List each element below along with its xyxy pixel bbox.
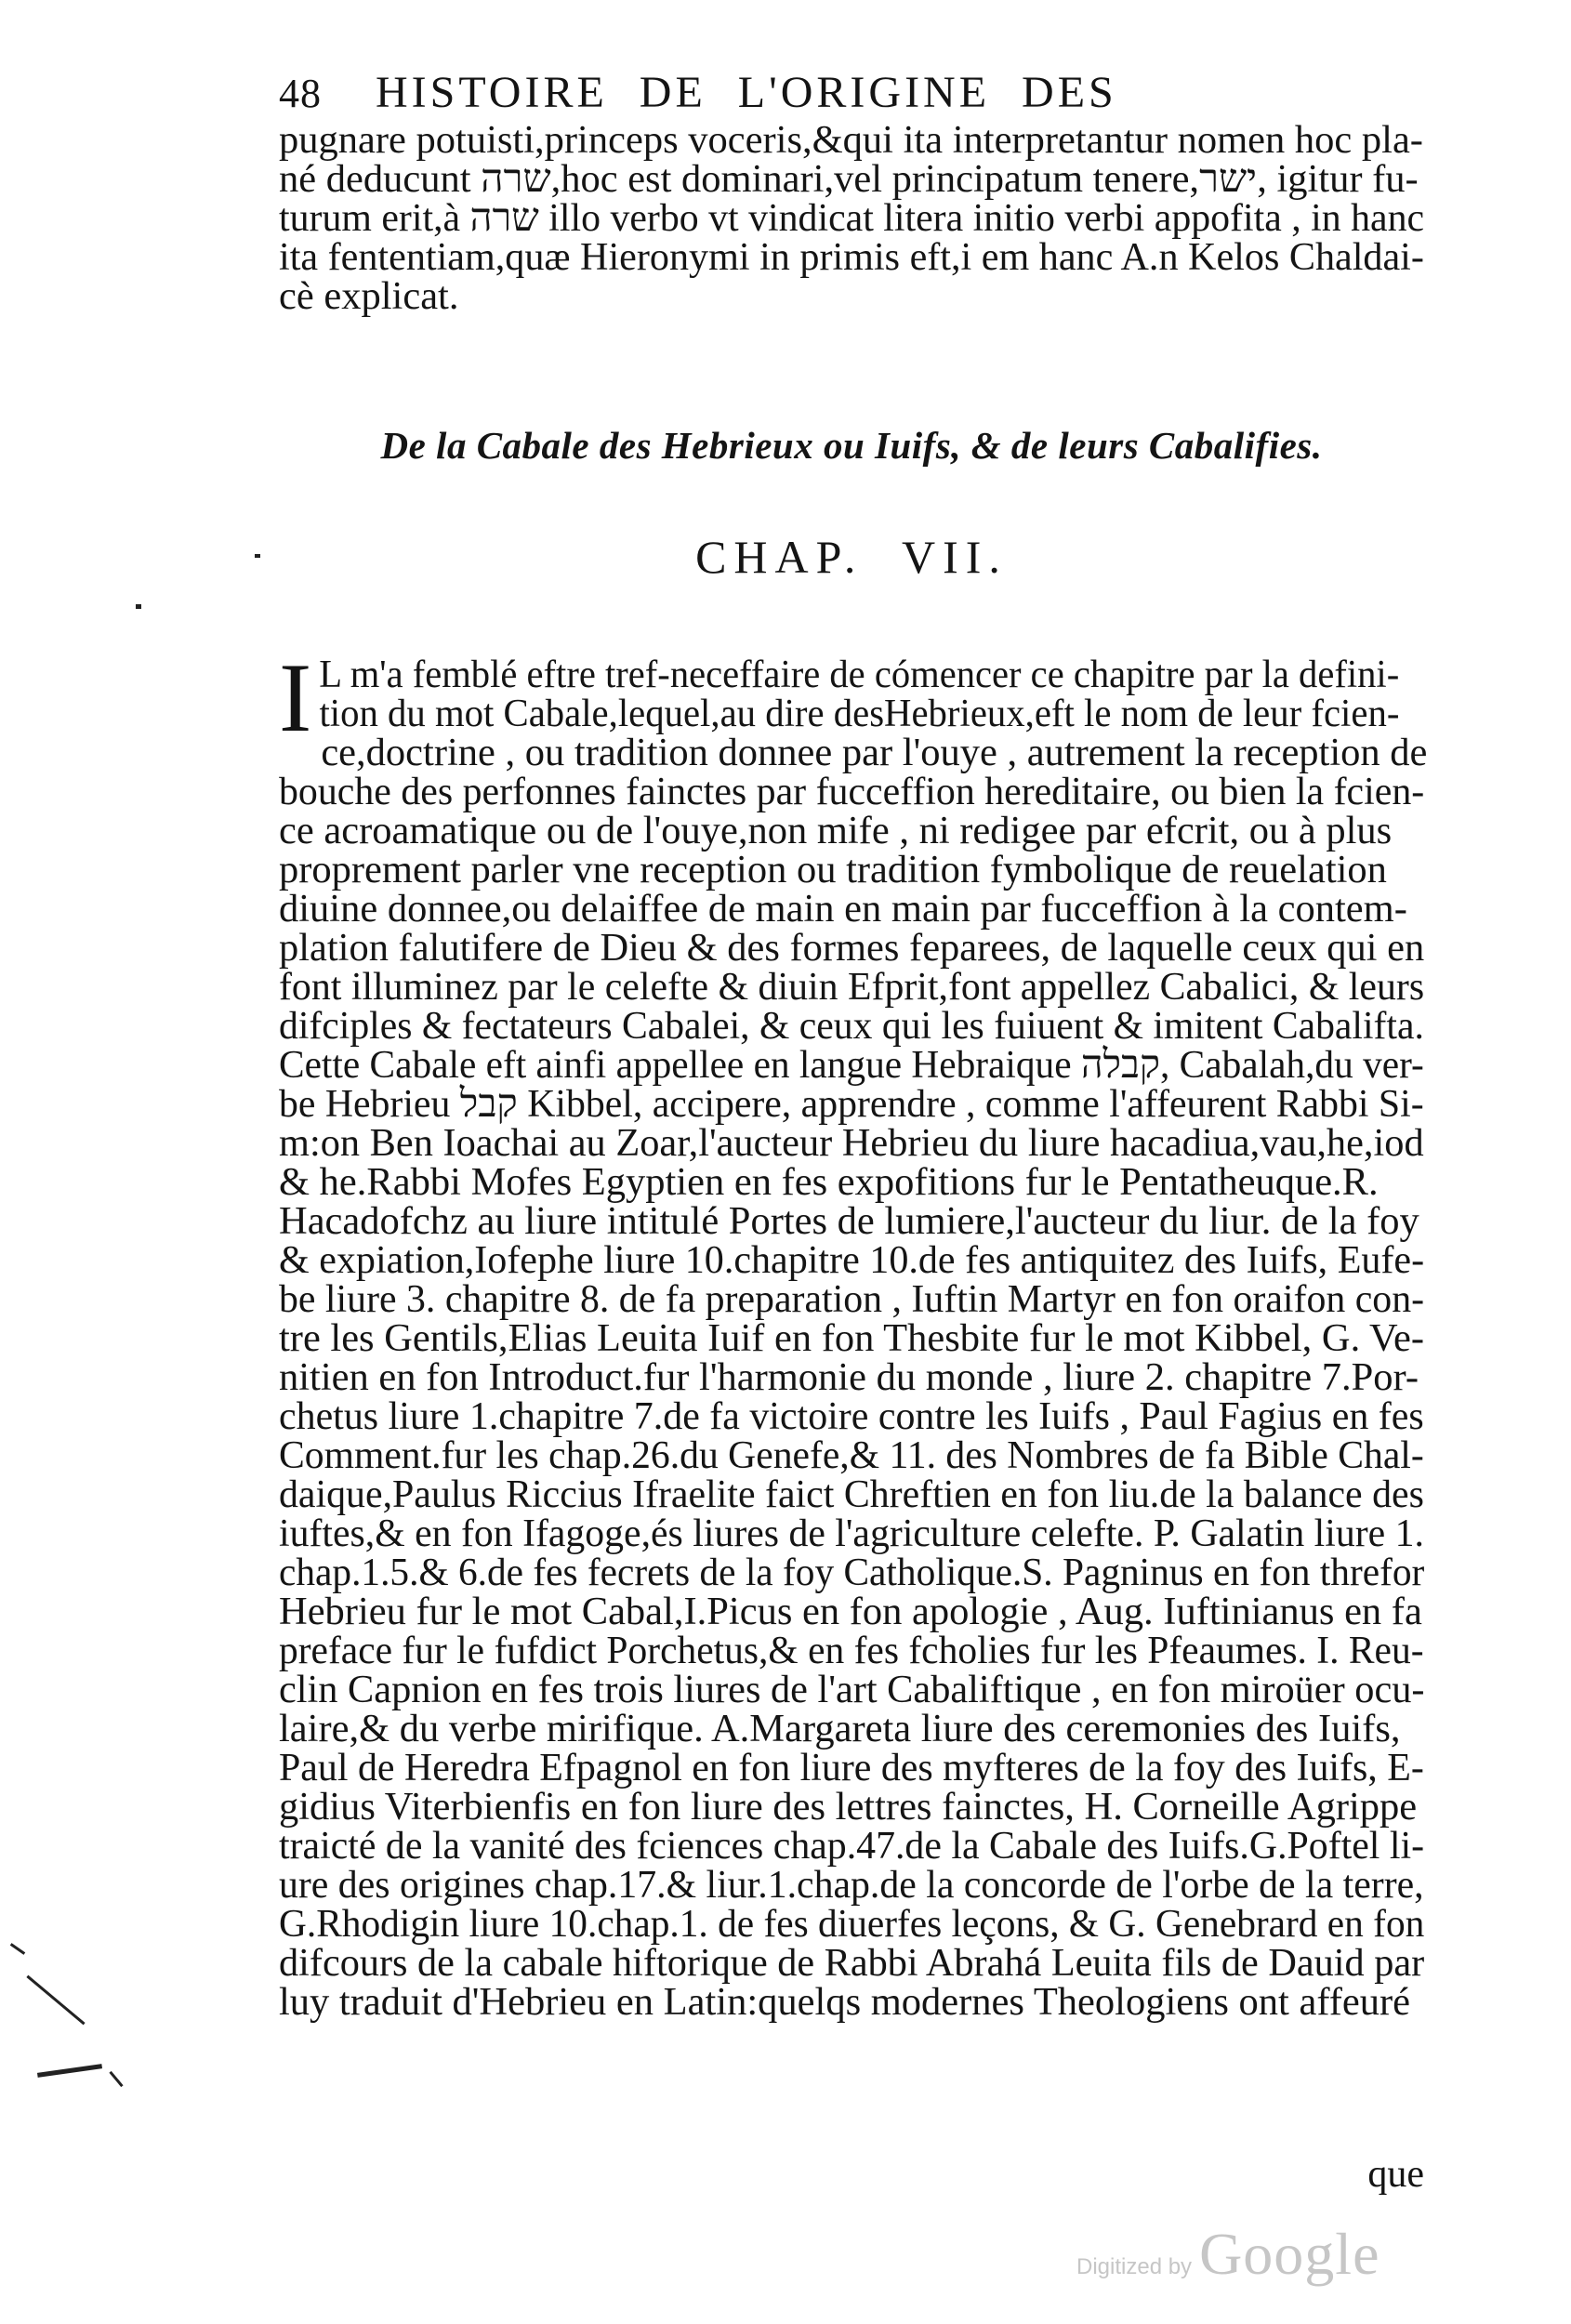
text-line: turum erit,à שרה illo verbo vt vindicat litera initio verbi appofita , in hanc bbox=[279, 196, 1425, 240]
chapter-body bbox=[279, 643, 1428, 2024]
drop-cap: I bbox=[279, 643, 312, 752]
catchword: que bbox=[1367, 2153, 1424, 2196]
text-line: nitien en fon Introduct.fur l'harmonie du monde , liure 2. chapitre 7.Por- bbox=[279, 1355, 1419, 1399]
page-header bbox=[279, 67, 1422, 118]
margin-mark bbox=[37, 2064, 102, 2078]
margin-mark bbox=[10, 1943, 25, 1955]
text-line: clin Capnion en fes trois liures de l'art Cabaliftique , en fon miroüer ocu- bbox=[279, 1668, 1425, 1711]
text-line: chap.1.5.& 6.de fes fecrets de la foy Catholique.S. Pagninus en fon threfor bbox=[279, 1551, 1425, 1594]
text-line: chetus liure 1.chapitre 7.de fa victoire contre les Iuifs , Paul Fagius en fes bbox=[279, 1394, 1424, 1438]
text-line: Paul de Heredra Efpagnol en fon liure des myfteres de la foy des Iuifs, E- bbox=[279, 1746, 1424, 1789]
text-line: L m'a femblé eftre tref-neceffaire de cómencer ce chapitre par la defini- bbox=[319, 653, 1400, 696]
text-line: laire,& du verbe mirifique. A.Margareta liure des ceremonies des Iuifs, bbox=[279, 1707, 1401, 1750]
running-title: HISTOIRE DE L'ORIGINE DES bbox=[376, 68, 1117, 117]
text-line: gidius Viterbienfis en fon liure des lettres fainctes, H. Corneille Agrippe bbox=[279, 1785, 1418, 1829]
text-line: cè explicat. bbox=[279, 274, 459, 318]
text-line: ure des origines chap.17.& liur.1.chap.de la concorde de l'orbe de la terre, bbox=[279, 1863, 1424, 1907]
text-line: traicté de la vanité des fciences chap.47.de la Cabale des Iuifs.G.Poftel li- bbox=[279, 1824, 1425, 1868]
text-line: tion du mot Cabale,lequel,au dire desHebrieux,eft le nom de leur fcien- bbox=[319, 692, 1400, 735]
text-line: ce,doctrine , ou tradition donnee par l'ouye , autrement la reception de bbox=[321, 731, 1428, 774]
text-line: proprement parler vne reception ou tradition fymbolique de reuelation bbox=[279, 848, 1387, 891]
margin-mark bbox=[109, 2071, 123, 2087]
top-paragraph bbox=[279, 118, 1425, 318]
margin-mark bbox=[255, 554, 260, 558]
margin-mark bbox=[136, 604, 141, 609]
text-line: diuine donnee,ou delaiffee de main en main par fucceffion à la contem- bbox=[279, 887, 1407, 931]
text-line: Comment.fur les chap.26.du Genefe,& 11. des Nombres de fa Bible Chal- bbox=[279, 1433, 1424, 1477]
text-line: & expiation,Iofephe liure 10.chapitre 10.de fes antiquitez des Iuifs, Eufe- bbox=[279, 1238, 1425, 1282]
text-line: ita fententiam,quæ Hieronymi in primis eft,i em hanc A.n Kelos Chaldai- bbox=[279, 235, 1424, 279]
watermark-prefix: Digitized by bbox=[1076, 2254, 1193, 2279]
text-line: font illuminez par le celefte & diuin Efprit,font appellez Cabalici, & leurs bbox=[279, 965, 1425, 1009]
text-line: be Hebrieu קבל Kibbel, accipere, apprendre , comme l'affeurent Rabbi Si- bbox=[279, 1082, 1424, 1126]
digitized-watermark bbox=[1076, 2220, 1380, 2289]
text-line: preface fur le fufdict Porchetus,& en fes fcholies fur les Pfeaumes. I. Reu- bbox=[279, 1629, 1424, 1672]
text-line: luy traduit d'Hebrieu en Latin:quelqs modernes Theologiens ont affeuré bbox=[279, 1980, 1410, 2024]
text-line: be liure 3. chapitre 8. de fa preparation , Iuftin Martyr en fon oraifon con- bbox=[279, 1277, 1425, 1321]
page-number: 48 bbox=[279, 71, 322, 116]
text-line: iuftes,& en fon Ifagoge,és liures de l'agriculture celefte. P. Galatin liure 1. bbox=[279, 1512, 1424, 1555]
text-line: Cette Cabale eft ainfi appellee en langue Hebraique קבלה, Cabalah,du ver- bbox=[279, 1043, 1424, 1087]
text-line: & he.Rabbi Mofes Egyptien en fes expofitions fur le Pentatheuque.R. bbox=[279, 1160, 1379, 1204]
text-line: né deducunt שרה,hoc est dominari,vel principatum tenere,ישר, igitur fu- bbox=[279, 157, 1419, 201]
margin-mark bbox=[26, 1975, 85, 2026]
text-line: difcours de la cabale hiftorique de Rabbi Abrahá Leuita fils de Dauid par bbox=[279, 1941, 1425, 1985]
text-line: G.Rhodigin liure 10.chap.1. de fes diuerfes leçons, & G. Genebrard en fon bbox=[279, 1902, 1425, 1946]
text-line: Hacadofchz au liure intitulé Portes de lumiere,l'aucteur du liur. de la foy bbox=[279, 1199, 1419, 1243]
text-line: bouche des perfonnes fainctes par fucceffion hereditaire, ou bien la fcien- bbox=[279, 770, 1425, 813]
text-line: Hebrieu fur le mot Cabal,I.Picus en fon apologie , Aug. Iuftinianus en fa bbox=[279, 1590, 1422, 1633]
text-line: daique,Paulus Riccius Ifraelite faict Chreftien en fon liu.de la balance des bbox=[279, 1472, 1424, 1516]
section-subtitle: De la Cabale des Hebrieux ou Iuifs, & de leurs Cabalifies. bbox=[380, 424, 1323, 467]
text-line: plation falutifere de Dieu & des formes feparees, de laquelle ceux qui en bbox=[279, 926, 1425, 970]
text-line: tre les Gentils,Elias Leuita Iuif en fon Thesbite fur le mot Kibbel, G. Ve- bbox=[279, 1316, 1424, 1360]
text-line: difciples & fectateurs Cabalei, & ceux qui les fuiuent & imitent Cabalifta. bbox=[279, 1004, 1424, 1048]
text-line: pugnare potuisti,princeps voceris,&qui ita interpretantur nomen hoc pla- bbox=[279, 118, 1423, 162]
text-line: ce acroamatique ou de l'ouye,non mife , ni redigee par efcrit, ou à plus bbox=[279, 809, 1393, 852]
chapter-heading: CHAP. VII. bbox=[695, 531, 1008, 583]
text-line: m:on Ben Ioachai au Zoar,l'aucteur Hebrieu du liure hacadiua,vau,he,iod bbox=[279, 1121, 1424, 1165]
google-logo: Google bbox=[1199, 2221, 1380, 2287]
body-lines bbox=[279, 643, 1428, 2024]
